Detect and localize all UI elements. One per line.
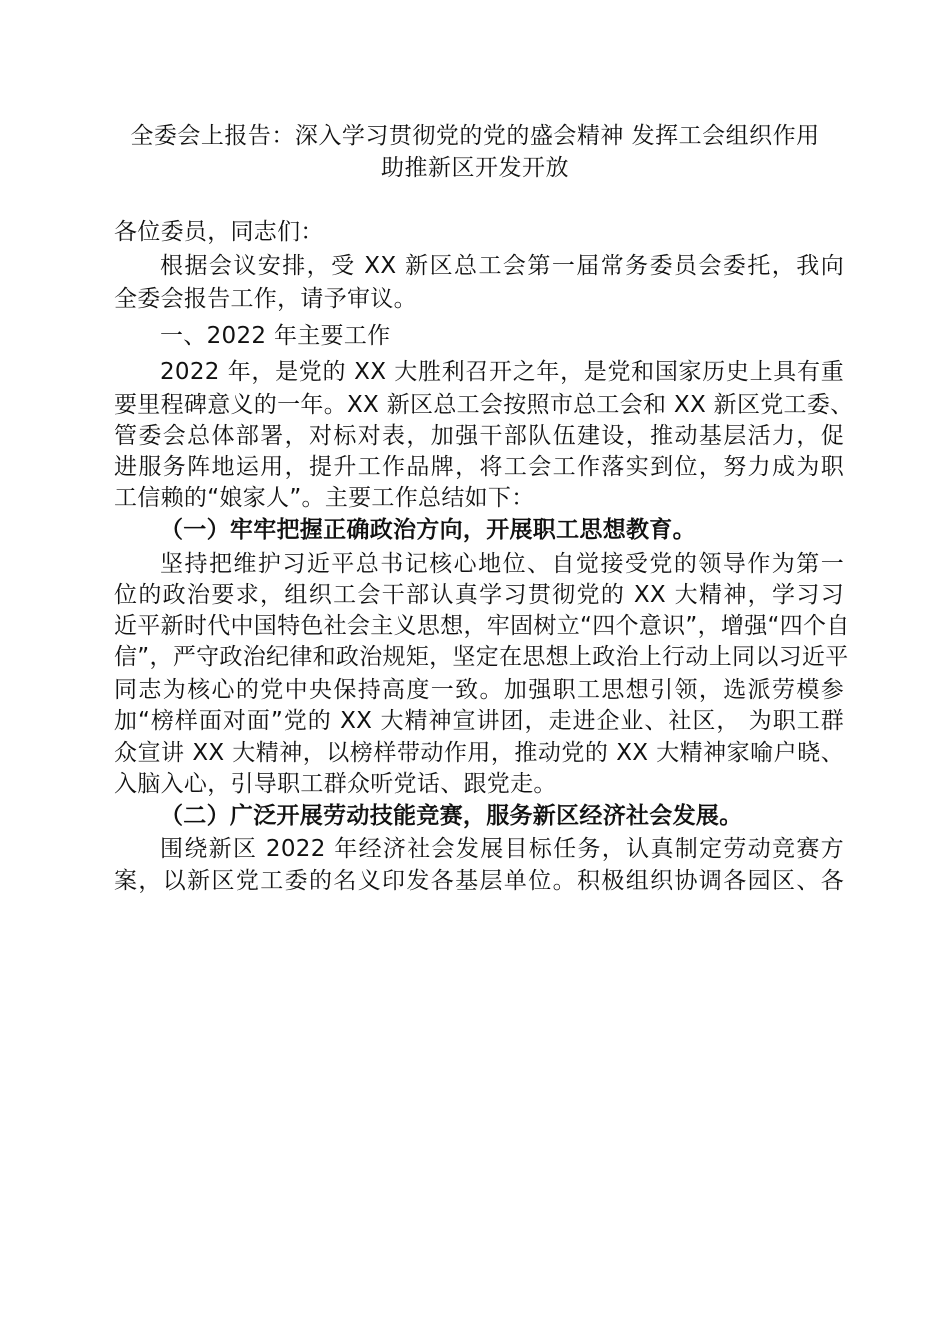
subsection-heading: （一）牢牢把握正确政治方向，开展职工思想教育。 xyxy=(160,517,696,543)
body-line: 加“榜样面对面”党的 XX 大精神宣讲团，走进企业、社区， 为职工群 xyxy=(114,708,844,734)
body-line: 众宣讲 XX 大精神，以榜样带动作用，推动党的 XX 大精神家喻户晓、 xyxy=(114,740,844,766)
document-title-line-1: 全委会上报告：深入学习贯彻党的党的盛会精神 发挥工会组织作用 xyxy=(130,123,820,149)
body-line: 全委会报告工作，请予审议。 xyxy=(114,286,417,312)
body-line: 同志为核心的党中央保持高度一致。加强职工思想引领，选派劳模参 xyxy=(114,677,844,703)
body-line: 入脑入心，引导职工群众听党话、跟党走。 xyxy=(114,771,557,797)
body-line: 围绕新区 2022 年经济社会发展目标任务，认真制定劳动竞赛方 xyxy=(160,836,844,862)
body-line: 2022 年，是党的 XX 大胜利召开之年，是党和国家历史上具有重 xyxy=(160,359,844,385)
section-heading: 一、2022 年主要工作 xyxy=(160,323,391,349)
body-line: 要里程碑意义的一年。XX 新区总工会按照市总工会和 XX 新区党工委、 xyxy=(114,392,854,418)
body-line: 管委会总体部署，对标对表，加强干部队伍建设，推动基层活力，促 xyxy=(114,423,844,449)
body-line: 信”，严守政治纪律和政治规矩，坚定在思想上政治上行动上同以习近平 xyxy=(114,644,849,670)
body-line: 进服务阵地运用，提升工作品牌，将工会工作落实到位，努力成为职 xyxy=(114,454,844,480)
body-line: 根据会议安排，受 XX 新区总工会第一届常务委员会委托，我向 xyxy=(160,253,844,279)
body-line: 位的政治要求，组织工会干部认真学习贯彻党的 XX 大精神，学习习 xyxy=(114,582,844,608)
body-line: 案，以新区党工委的名义印发各基层单位。积极组织协调各园区、各 xyxy=(114,868,844,894)
body-line: 近平新时代中国特色社会主义思想，牢固树立“四个意识”，增强“四个自 xyxy=(114,613,850,639)
body-line: 坚持把维护习近平总书记核心地位、自觉接受党的领导作为第一 xyxy=(160,551,844,577)
subsection-heading: （二）广泛开展劳动技能竞赛，服务新区经济社会发展。 xyxy=(160,803,743,829)
body-line: 工信赖的“娘家人”。主要工作总结如下： xyxy=(114,485,535,511)
document-title-line-2: 助推新区开发开放 xyxy=(381,155,569,181)
salutation: 各位委员，同志们： xyxy=(114,219,324,245)
